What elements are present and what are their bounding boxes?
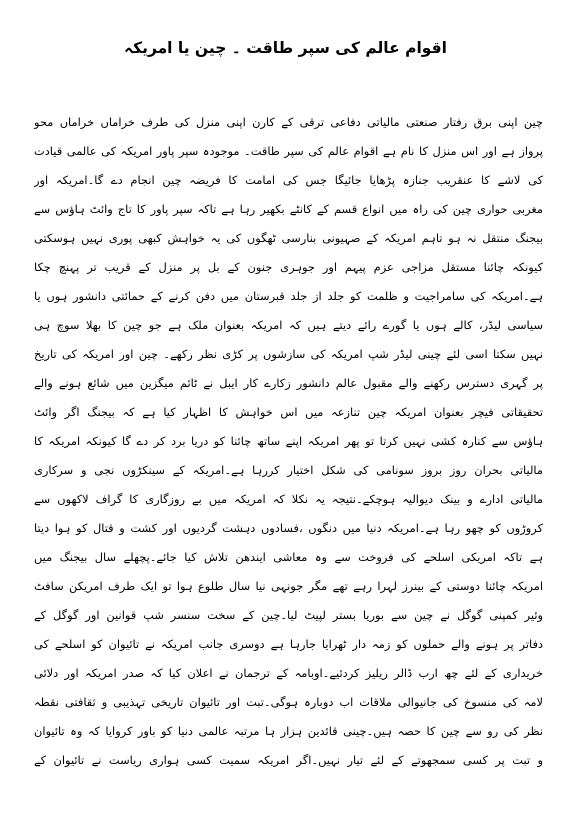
text-line: ہاؤس سے کنارہ کشی نہیں کرتا تو پھر امریکہ اپنے ساتھ چائنا کو دریا برد کر دے گا کیونکہ امریکہ کا	[34, 434, 543, 448]
text-line: مالیاتی ادارے و بینک دیوالیہ ہوچکے۔نتیجہ یہ نکلا کہ امریکہ میں بے روزگاری کا گراف لاکھوں سے	[34, 492, 543, 506]
text-line: ہے تاکہ امریکی اسلحے کی فروخت سے وہ معاشی ایندھن تلاش کیا جائے۔پچھلے سال بیجنگ میں	[34, 550, 543, 564]
text-line: لامہ کی منسوخ کی جانیوالی ملاقات اب دوبارہ ہوگی۔تبت اور تائیوان تاریخی تہذیبی و ثقافتی نقطہ	[34, 695, 543, 709]
text-line: بیجنگ منتقل نہ ہو تاہم امریکہ کے صہیونی بنارسی ٹھگوں کی یہ خواہش کبھی پوری نہیں ہوسکتی	[34, 231, 543, 245]
text-line: دفاتر پر ہونے والے حملوں کو زمہ دار ٹھرایا جارہا ہے دوسری جانب امریکہ نے تائیوان کو اسلحے کی	[34, 637, 543, 651]
text-line: وئیر کمپنی گوگل نے چین سے بوریا بستر لپیٹ لیا۔چین کے سخت سنسر شپ قوانین اور گوگل کے	[34, 608, 543, 622]
text-line: ہے۔امریکہ کی سامراجیت و ظلمت کو جلد از جلد قبرستان میں دفن کرنے کے حمائتی دانشور ہوں یا	[34, 289, 543, 303]
text-line: کی لاشے کا عنقریب جنازہ پڑھایا جائیگا جس کی امامت کا فریضہ چین انجام دے گا۔امریکہ اور	[34, 173, 543, 187]
text-line: کروڑوں کو چھو رہا ہے۔امریکہ دنیا میں دنگوں ،فسادوں دہشت گردیوں اور کشت و قتال کو ہوا دیتا	[34, 521, 543, 535]
text-line: و تبت پر کسی سمجھوتے کے لئے تیار نہیں۔اگر امریکہ سمیت کسی ہواری ریاست نے تائیوان کے	[34, 753, 543, 767]
text-line: نہیں سکتا اسی لئے چینی لیڈر شپ امریکہ کی سازشوں پر کڑی نظر رکھے۔ چین اور امریکہ کی تاریخ	[34, 347, 543, 361]
text-line: امریکہ چائنا دوستی کے بینرز لہرا رہے تھے مگر جونہی نیا سال طلوع ہوا تو ایک طرف امریکن سافٹ	[34, 579, 543, 593]
text-line: نظر کی رو سے چین کا حصہ ہیں۔چینی قائدین ہزار ہا مرتبہ عالمی دنیا کو باور کروایا کہ وہ تائیوان	[34, 724, 543, 738]
text-line: پرواز ہے اور اس منزل کا نام ہے اقوام عالم کی سپر طاقت۔ موجودہ سپر پاور امریکہ کی عالمی قیادت	[34, 144, 543, 158]
article-title: اقوام عالم کی سپر طاقت ۔ چین یا امریکہ	[124, 39, 447, 57]
text-line: مالیاتی بحران روز بروز سونامی کی شکل اختیار کررہا ہے۔امریکہ کے سینکڑوں نجی و سرکاری	[34, 463, 543, 477]
text-line: تحقیقاتی فیچر بعنوان امریکہ چین تنازعہ میں اس خواہش کا اظہار کیا ہے کہ بیجنگ اگر وائٹ	[34, 405, 543, 419]
text-line: سیاسی لیڈر، کالے ہوں یا گورے رائے دیتے ہیں کہ امریکہ بعنوان ملک ہے جو چین کا بھلا سوچ ہی	[34, 318, 543, 332]
text-line: چین اپنی برق رفتار صنعتی مالیاتی دفاعی ترقی کے کارن اپنی منزل کی طرف خراماں خراماں محو	[34, 115, 543, 129]
text-line: کیونکہ چائنا مستقل مزاجی عزم پیہم اور جوہری جنون کے بل پر منزل کے قریب تر پہنچ چکا	[34, 260, 543, 274]
text-line: خریداری کے لئے چھ ارب ڈالر ریلیز کردئیے۔اوبامہ کے ترجمان نے اعلان کیا کہ صدر امریکہ اور دلائی	[34, 666, 543, 680]
text-line: پر گہری دسترس رکھنے والے مقبول عالم دانشور زکارے کار ایبل نے ٹائم میگزین میں شائع ہونے والے	[34, 376, 543, 390]
text-line: مغربی حواری چین کی راہ میں انواع قسم کے کانٹے بکھیر رہا ہے تاکہ سپر پاور کا تاج وائٹ ہاؤس سے	[34, 202, 543, 216]
